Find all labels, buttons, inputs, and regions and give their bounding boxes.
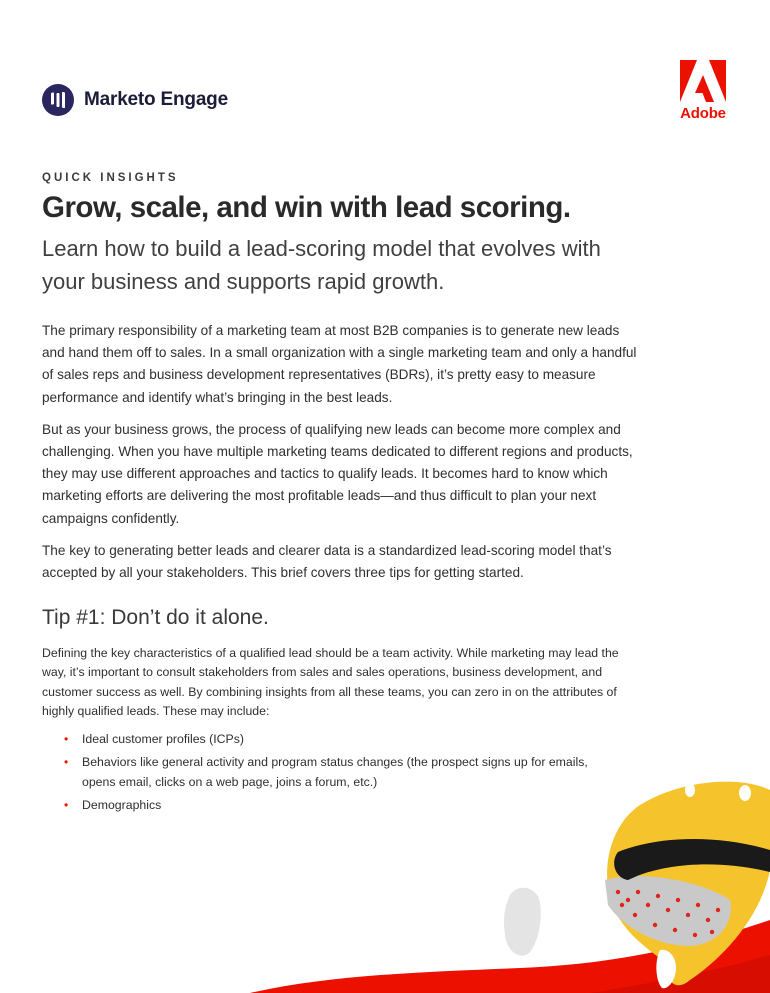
bullet-icon: • (64, 755, 69, 770)
intro-paragraph: The primary responsibility of a marketing team at most B2B companies is to generate new leads and hand them off to sales. In a small organization with a single marketing team and only a handful of sales reps and business development representatives (BDRs), it’s pretty easy to measure performance and identify what’s bringing in the best leads. (42, 323, 637, 405)
brand-name: Marketo Engage (84, 89, 228, 110)
intro-paragraph: But as your business grows, the process of qualifying new leads can become more complex and challenging. When you have multiple marketing teams dedicated to different regions and products, they may use different approaches and tactics to qualify leads. It becomes hard to know which marketing efforts are delivering the most profitable leads—and thus difficult to plan your next campaigns confidently. (42, 421, 633, 526)
red-wave-shape (250, 920, 770, 993)
list-item (64, 753, 624, 792)
character-eye-dot (685, 783, 695, 797)
tip-1-heading: Tip #1: Don’t do it alone. (42, 606, 269, 629)
marketo-engage-brand (42, 84, 228, 116)
mouth-dots (616, 890, 720, 937)
character-eye-dot (739, 785, 751, 801)
bullet-icon: • (64, 732, 69, 746)
adobe-brand (679, 60, 727, 122)
character-stripe-shape (614, 839, 770, 880)
list-item-text: Ideal customer profiles (ICPs) (82, 732, 244, 746)
adobe-logo-icon (680, 60, 726, 102)
list-item-text: Demographics (82, 797, 162, 812)
yellow-character-shape (607, 782, 770, 986)
page-subtitle: Learn how to build a lead-scoring model that evolves with your business and supports rapid growth. (42, 236, 601, 294)
grey-pebble-shape (504, 888, 541, 956)
intro-body (42, 320, 642, 594)
intro-paragraph: The key to generating better leads and clearer data is a standardized lead-scoring model that’s accepted by all your stakeholders. This brief covers three tips for getting started. (42, 542, 612, 581)
red-wave-shape (590, 955, 770, 993)
bullet-icon: • (64, 797, 69, 812)
eyebrow-label: QUICK INSIGHTS (42, 172, 179, 184)
page-title: Grow, scale, and win with lead scoring. (42, 191, 571, 224)
character-mouth-shape (605, 876, 731, 946)
marketo-logo-icon (42, 84, 74, 116)
character-tooth-shape (656, 950, 676, 989)
tip-1-bullet-list (64, 730, 624, 819)
tip-1-text: Defining the key characteristics of a qualified lead should be a team activity. While marketing may lead the way, it’s important to consult stakeholders from sales and sales operations, business development, and customer success as well. By combining insights from all these teams, you can zero in on the attributes of highly qualified leads. These may include: (42, 646, 619, 718)
adobe-wordmark: Adobe (680, 105, 726, 122)
list-item-text: Behaviors like general activity and program status changes (the prospect signs up for emails, opens email, clicks on a web page, joins a forum, etc.) (82, 755, 588, 789)
list-item (64, 796, 624, 815)
list-item (64, 730, 624, 749)
